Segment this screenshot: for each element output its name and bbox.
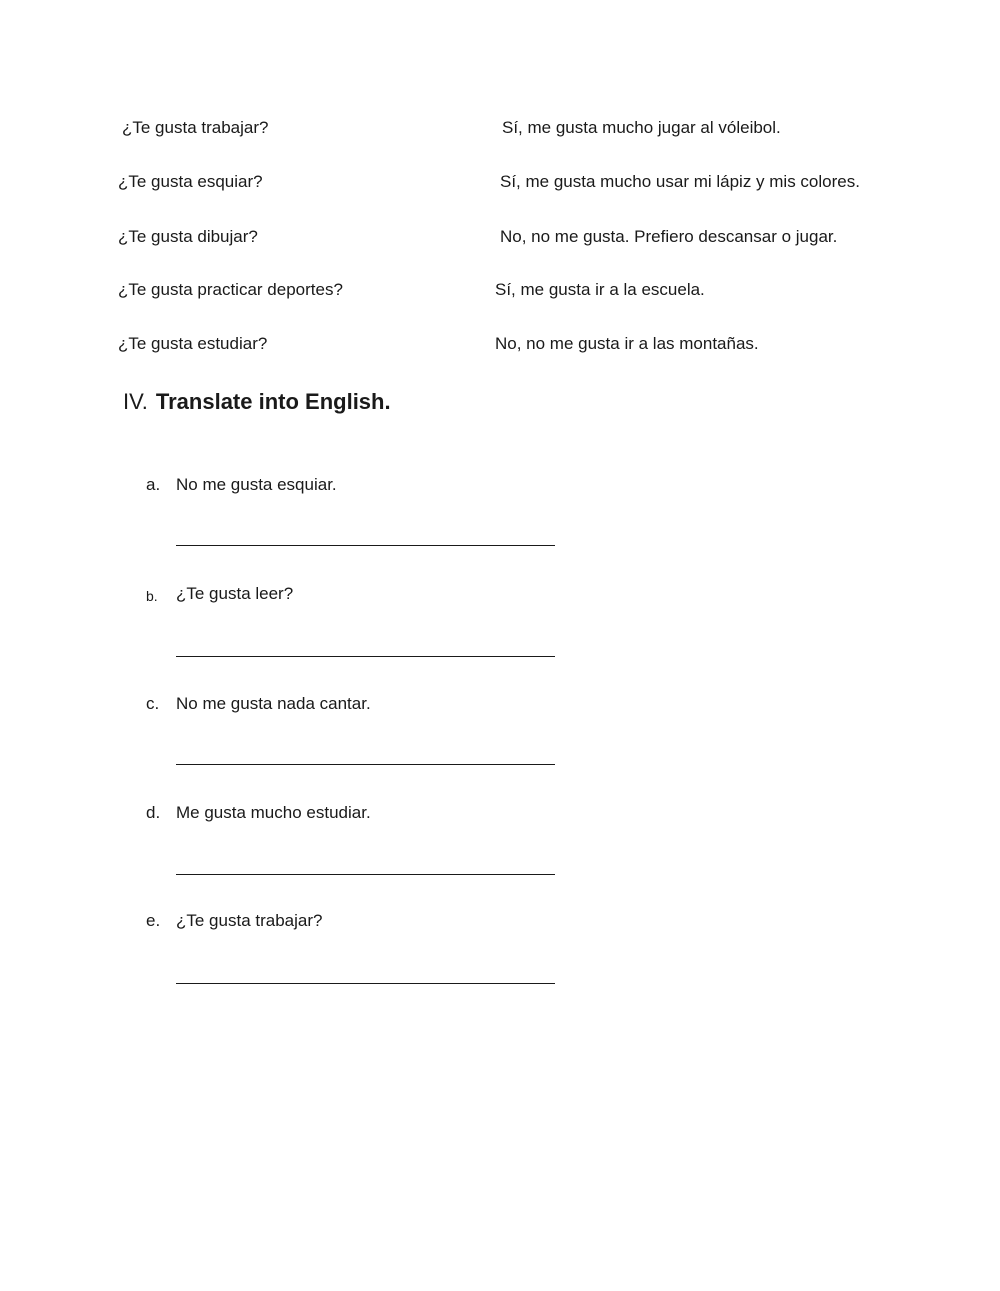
matching-question: ¿Te gusta trabajar? — [122, 118, 269, 137]
answer-blank-line[interactable] — [176, 656, 555, 657]
answer-blank-line[interactable] — [176, 874, 555, 875]
item-sentence: ¿Te gusta leer? — [176, 584, 294, 603]
matching-question: ¿Te gusta practicar deportes? — [118, 280, 343, 299]
item-sentence: No me gusta esquiar. — [176, 475, 337, 494]
section-numeral: IV. — [123, 389, 148, 414]
item-sentence: No me gusta nada cantar. — [176, 694, 371, 713]
matching-answer: Sí, me gusta mucho usar mi lápiz y mis colores. — [500, 172, 860, 191]
item-letter: c. — [146, 694, 160, 713]
matching-answer: Sí, me gusta ir a la escuela. — [495, 280, 705, 299]
item-letter: d. — [146, 803, 161, 822]
section-heading — [123, 388, 391, 416]
matching-answer: No, no me gusta. Prefiero descansar o jugar. — [500, 227, 838, 246]
matching-answer: Sí, me gusta mucho jugar al vóleibol. — [502, 118, 781, 137]
matching-answer: No, no me gusta ir a las montañas. — [495, 334, 759, 353]
item-sentence: ¿Te gusta trabajar? — [176, 911, 323, 930]
matching-question: ¿Te gusta estudiar? — [118, 334, 268, 353]
matching-question: ¿Te gusta esquiar? — [118, 172, 263, 191]
item-letter: e. — [146, 911, 161, 930]
section-title: Translate into English. — [155, 389, 391, 414]
item-letter: a. — [146, 475, 161, 494]
answer-blank-line[interactable] — [176, 545, 555, 546]
item-letter: b. — [146, 588, 158, 604]
matching-question: ¿Te gusta dibujar? — [118, 227, 258, 246]
item-sentence: Me gusta mucho estudiar. — [176, 803, 371, 822]
answer-blank-line[interactable] — [176, 764, 555, 765]
answer-blank-line[interactable] — [176, 983, 555, 984]
